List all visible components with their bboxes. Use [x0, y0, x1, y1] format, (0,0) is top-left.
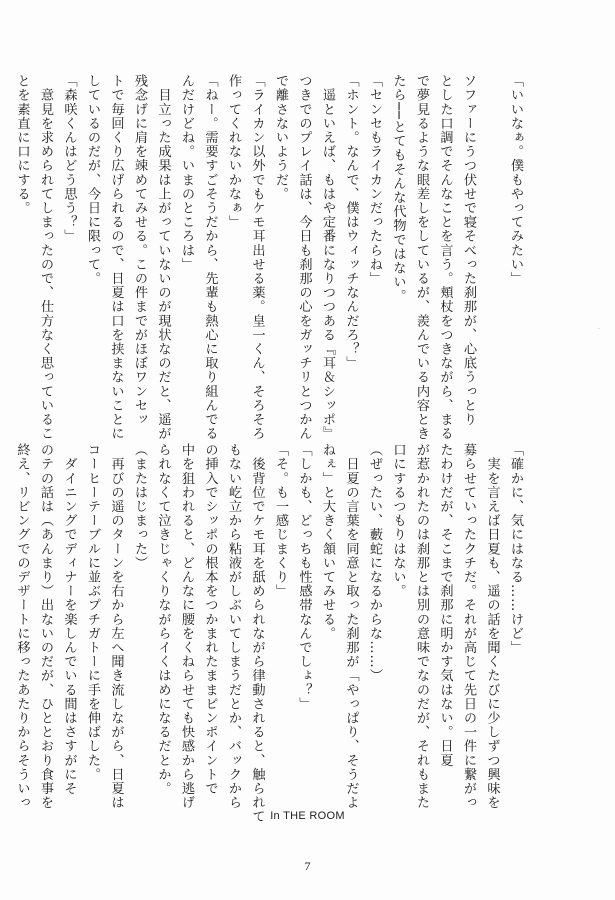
- text-line: 中を狙われると、どんなに腰をくねらせても快感から逃げ: [179, 443, 194, 810]
- text-line: 「そ。も一感じまくり」: [273, 443, 288, 599]
- text-line: たら──とてもそんな代物ではない。: [390, 74, 406, 304]
- text-line: 意見を求められてしまったので、仕方なく思っているこ: [38, 74, 53, 441]
- text-line: ソファーにうつ伏せで寝そべった刹那が、心底うっとり: [461, 74, 476, 427]
- text-line: しているのだが、今日に限って。: [85, 74, 100, 286]
- text-line: [480, 74, 504, 424]
- text-line: で夢見るような眼差しをしているが、羨んでいる内容とき: [414, 74, 429, 441]
- text-line: 遥といえば、もはや定番になりつつある『耳＆シッポ』: [320, 74, 335, 441]
- text-line: 募らせていったクチだ。それが高じて先日の一件に繋がっ: [461, 443, 476, 810]
- text-line: 実を言えば日夏も、遥の話を聞くたびに少しずつ興味を: [484, 443, 500, 810]
- text-line: が惹かれたのは刹那とは別の意味でなのだが、それもまた: [414, 443, 429, 810]
- text-line: 「森咲くんはどう思う？」: [61, 74, 77, 244]
- text-line: 「ねー。需要すごそうだから、先輩も熱心に取り組んでる: [202, 74, 218, 441]
- text-line: ねぇ」と大きく頷いてみせる。: [320, 443, 335, 641]
- text-line: 作ってくれないかなぁ」: [226, 74, 241, 230]
- text-line: （ぜったい、藪蛇になるからな……）: [367, 443, 382, 683]
- text-line: 再びの遥のターンを右から左へ聞き流しながら、日夏は: [108, 443, 124, 810]
- running-footer-title: In THE ROOM: [270, 810, 345, 822]
- text-line: 口にするつもりはない。: [390, 443, 406, 599]
- text-line: 「ホント。なんで、僕はウィッチなんだろ？」: [343, 74, 359, 371]
- text-line: 「ライカン以外でもケモ耳出せる薬。皇一くん、そろそろ: [249, 74, 265, 441]
- text-line: 「確かに、気にはなる……けど」: [508, 443, 523, 655]
- text-line: んだけどね。いまのところは」: [179, 74, 194, 272]
- text-column-block-upper: [14, 74, 527, 441]
- text-line: 後背位でケモ耳を舐められながら律動されると、触られて: [249, 443, 265, 824]
- text-line: 「いいなぁ。僕もやってみたい」: [508, 74, 523, 286]
- text-line: 「しかも、どっちも性感帯なんでしょ？」: [296, 443, 312, 711]
- text-line: 目立った成果は上がっていないのが現状なのだと、遥が: [155, 74, 171, 441]
- text-line: たわけだが、そこまで刹那に明かす気はない。日夏: [437, 443, 453, 768]
- margin-mark: ·: [598, 326, 600, 333]
- text-line: トで毎回くり広げられるので、日夏は口を挟まないことに: [108, 74, 124, 441]
- text-line: で離さないようだ。: [273, 74, 288, 201]
- text-line: 日夏の言葉を同意と取った刹那が「やっぱり、そうだよ: [343, 443, 359, 810]
- text-line: 「センセもライカンだったらね」: [367, 74, 382, 286]
- text-line: 残念げに肩を竦めてみせる。この件までがほぼワンセッ: [132, 74, 147, 427]
- text-line: ダイニングでディナーを楽しんでいる間はさすがにそ: [61, 443, 77, 796]
- text-line: とした口調でそんなことを言う。頬杖をつきながら、まる: [437, 74, 453, 441]
- text-line: （またはじまった）: [132, 443, 147, 570]
- text-line: の挿入でシッポの根本をつかまれたままピンポイントで: [202, 443, 218, 796]
- text-line: とを素直に口にする。: [14, 74, 30, 215]
- text-line: つきでのプレイ話は、今日も刹那の心をガッチリとつかん: [296, 74, 312, 441]
- text-line: 終え、リビングでのデザートに移ったあたりからそういっ: [14, 443, 30, 810]
- page-number: 7: [304, 859, 311, 873]
- text-line: コーヒーテーブルに並ぶプチガトーに手を伸ばした。: [85, 443, 100, 782]
- text-line: もない屹立から粘液がしぶいてしまうだとか、バックから: [226, 443, 241, 810]
- text-line: られなくて泣きじゃくりながらイくはめになるだとか。: [155, 443, 171, 796]
- text-line: のテの話は（あんまり）出ないのだが、ひととおり食事を: [38, 443, 53, 810]
